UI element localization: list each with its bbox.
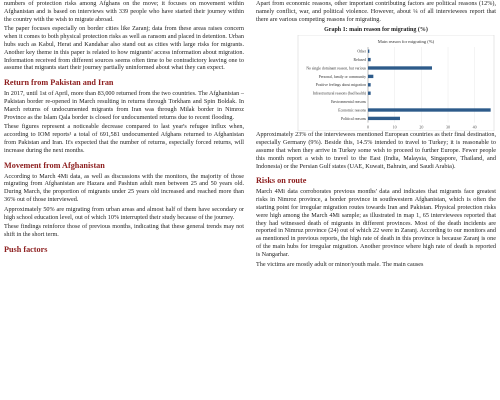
- category-label: No single dominant reason, but various: [306, 66, 366, 71]
- category-label: Positive feelings about migration: [315, 83, 366, 88]
- bar: [368, 92, 371, 95]
- section-heading-push-factors: Push factors: [4, 244, 48, 254]
- intro-paragraph: numbers of protection risks among Afghans on the move; it focuses on movement within Afghanistan and is based on interviews with 339 people who have started their journey within the country with the wish to migrate abroad.: [4, 0, 244, 23]
- chart-title: Main reason for migrating (%): [377, 39, 435, 45]
- category-label: Political reasons: [341, 117, 366, 122]
- x-tick-label: 0: [367, 124, 369, 130]
- x-tick-label: 20: [419, 124, 424, 130]
- returns-paragraph-1: In 2017, until 1st of April, more than 83,000 returned from the two countries. The Afghanistan – Pakistan border re-opened in March resulting in returns through Torkham and Spin Boldak. In March returns of undocumented migrants from Iran was through Milak border in Nimroz Province as the Islam Qala border is closed for undocumented returns due to recent flooding.: [4, 90, 244, 121]
- right-column: [256, 0, 496, 270]
- bar: [368, 117, 400, 120]
- bar: [368, 58, 371, 61]
- section-heading-returns: Return from Pakistan and Iran: [4, 78, 114, 88]
- movement-paragraph-3: These findings reinforce those of previous months, indicating that these general trends may not shift in the short term.: [4, 223, 244, 239]
- risks-paragraph-2: The victims are mostly adult or minor/youth male. The main causes: [256, 260, 424, 268]
- returns-paragraph-2: These figures represent a noticeable decrease compared to last year's refugee influx when, according to IOM reports¹ a total of 691,581 undocumented Afghans returned to Afghanistan from Pakistan and Iran. It's expected that the number of returns, especially forced returns, will increase during the next months.: [4, 123, 244, 154]
- category-label: Economic reasons: [338, 108, 366, 113]
- bar: [368, 84, 371, 87]
- reasons-chart: [256, 35, 496, 131]
- reasons-chart-svg: [256, 35, 496, 131]
- bar: [368, 75, 373, 78]
- left-column: [4, 0, 244, 257]
- movement-paragraph-2: Approximately 50% are migrating from urban areas and almost half of them have secondary or high school education level, out of which 10% interrupted their study because of the journey.: [4, 205, 244, 221]
- movement-paragraph-1: According to March 4Mi data, as well as discussions with the monitors, the majority of those migrating from Afghanistan are Hazara and Pashtun adult men between 25 and 50 years old. During March, the proportion of migrants under 25 years old increased and reached more than 36% out of those interviewed.: [4, 172, 244, 203]
- category-label: Personal, family or community: [318, 75, 366, 80]
- intro-paragraph-2: The paper focuses especially on border cities like Zaranj; data from these areas raises concern when it comes to both physical protection risks as well as ransom and placed in detention. Urban hubs such as Kabul, Herat and Kandahar also stand out as cities with large risks for migrants. Another key theme in this paper is related to how migrants' access information about migration. Information received from different sources seems often time to be contradictory leaving one to assume that migrants start their journey partially uninformed about what they can expect.: [4, 25, 244, 72]
- x-tick-label: 40: [472, 124, 477, 130]
- section-heading-movement: Movement from Afghanistan: [4, 160, 105, 170]
- bar: [368, 50, 369, 53]
- graph-caption: Graph 1: main reason for migrating (%): [324, 27, 428, 34]
- risks-paragraph-1: March 4Mi data corroborates previous months' data and indicates that migrants face greatest risks in Nimroz province, a border province in southwestern Afghanistan, which is often the starting point for irregular migration routes towards Iran and Pakistan. Physical protection risks were high among the March 4Mi sample; as illustrated in map 1, 65 interviewees reported that they had witnessed death of migrants in different provinces. Most of the death incidents are reported in Nimruz province (24) out of which 22 were in Zaranj. According to our monitors and as mentioned in previous reports, the high rate of death in this province is because Zaranj is one of the main hubs for irregular migration. Another province where high rate of death is reported is Nangarhar.: [256, 188, 496, 258]
- category-label: Refused: [353, 58, 366, 63]
- reasons-paragraph: Apart from economic reasons, other important contributing factors are political reasons (12%), namely conflict, war, and political violence. However, about ¼ of all interviewees report that there are various competing reasons for migrating.: [256, 0, 496, 23]
- bar: [368, 67, 432, 70]
- x-tick-label: 30: [446, 124, 450, 130]
- category-label: Environmental reasons: [331, 100, 366, 105]
- destination-paragraph: Approximately 23% of the interviewees mentioned European countries as their final destination, especially Germany (9%). Beside this, 14.5% intended to travel to Turkey; it is reasonable to assume that when they arrive in Turkey some wish to proceed to further Europe. Fewer people this month report a wish to travel to the East (India, Malaysia, Singapore, Thailand, and Indonesia) or the Persian Gulf states (UAE, Kuwait, Bahrain, and Saudi Arabia).: [256, 131, 496, 170]
- category-label: Infrastructural reasons (bad health): [312, 91, 366, 96]
- section-heading-risks: Risks on route: [256, 176, 307, 186]
- x-tick-label: 10: [392, 124, 397, 130]
- category-label: Other: [357, 49, 366, 54]
- bar: [368, 109, 491, 112]
